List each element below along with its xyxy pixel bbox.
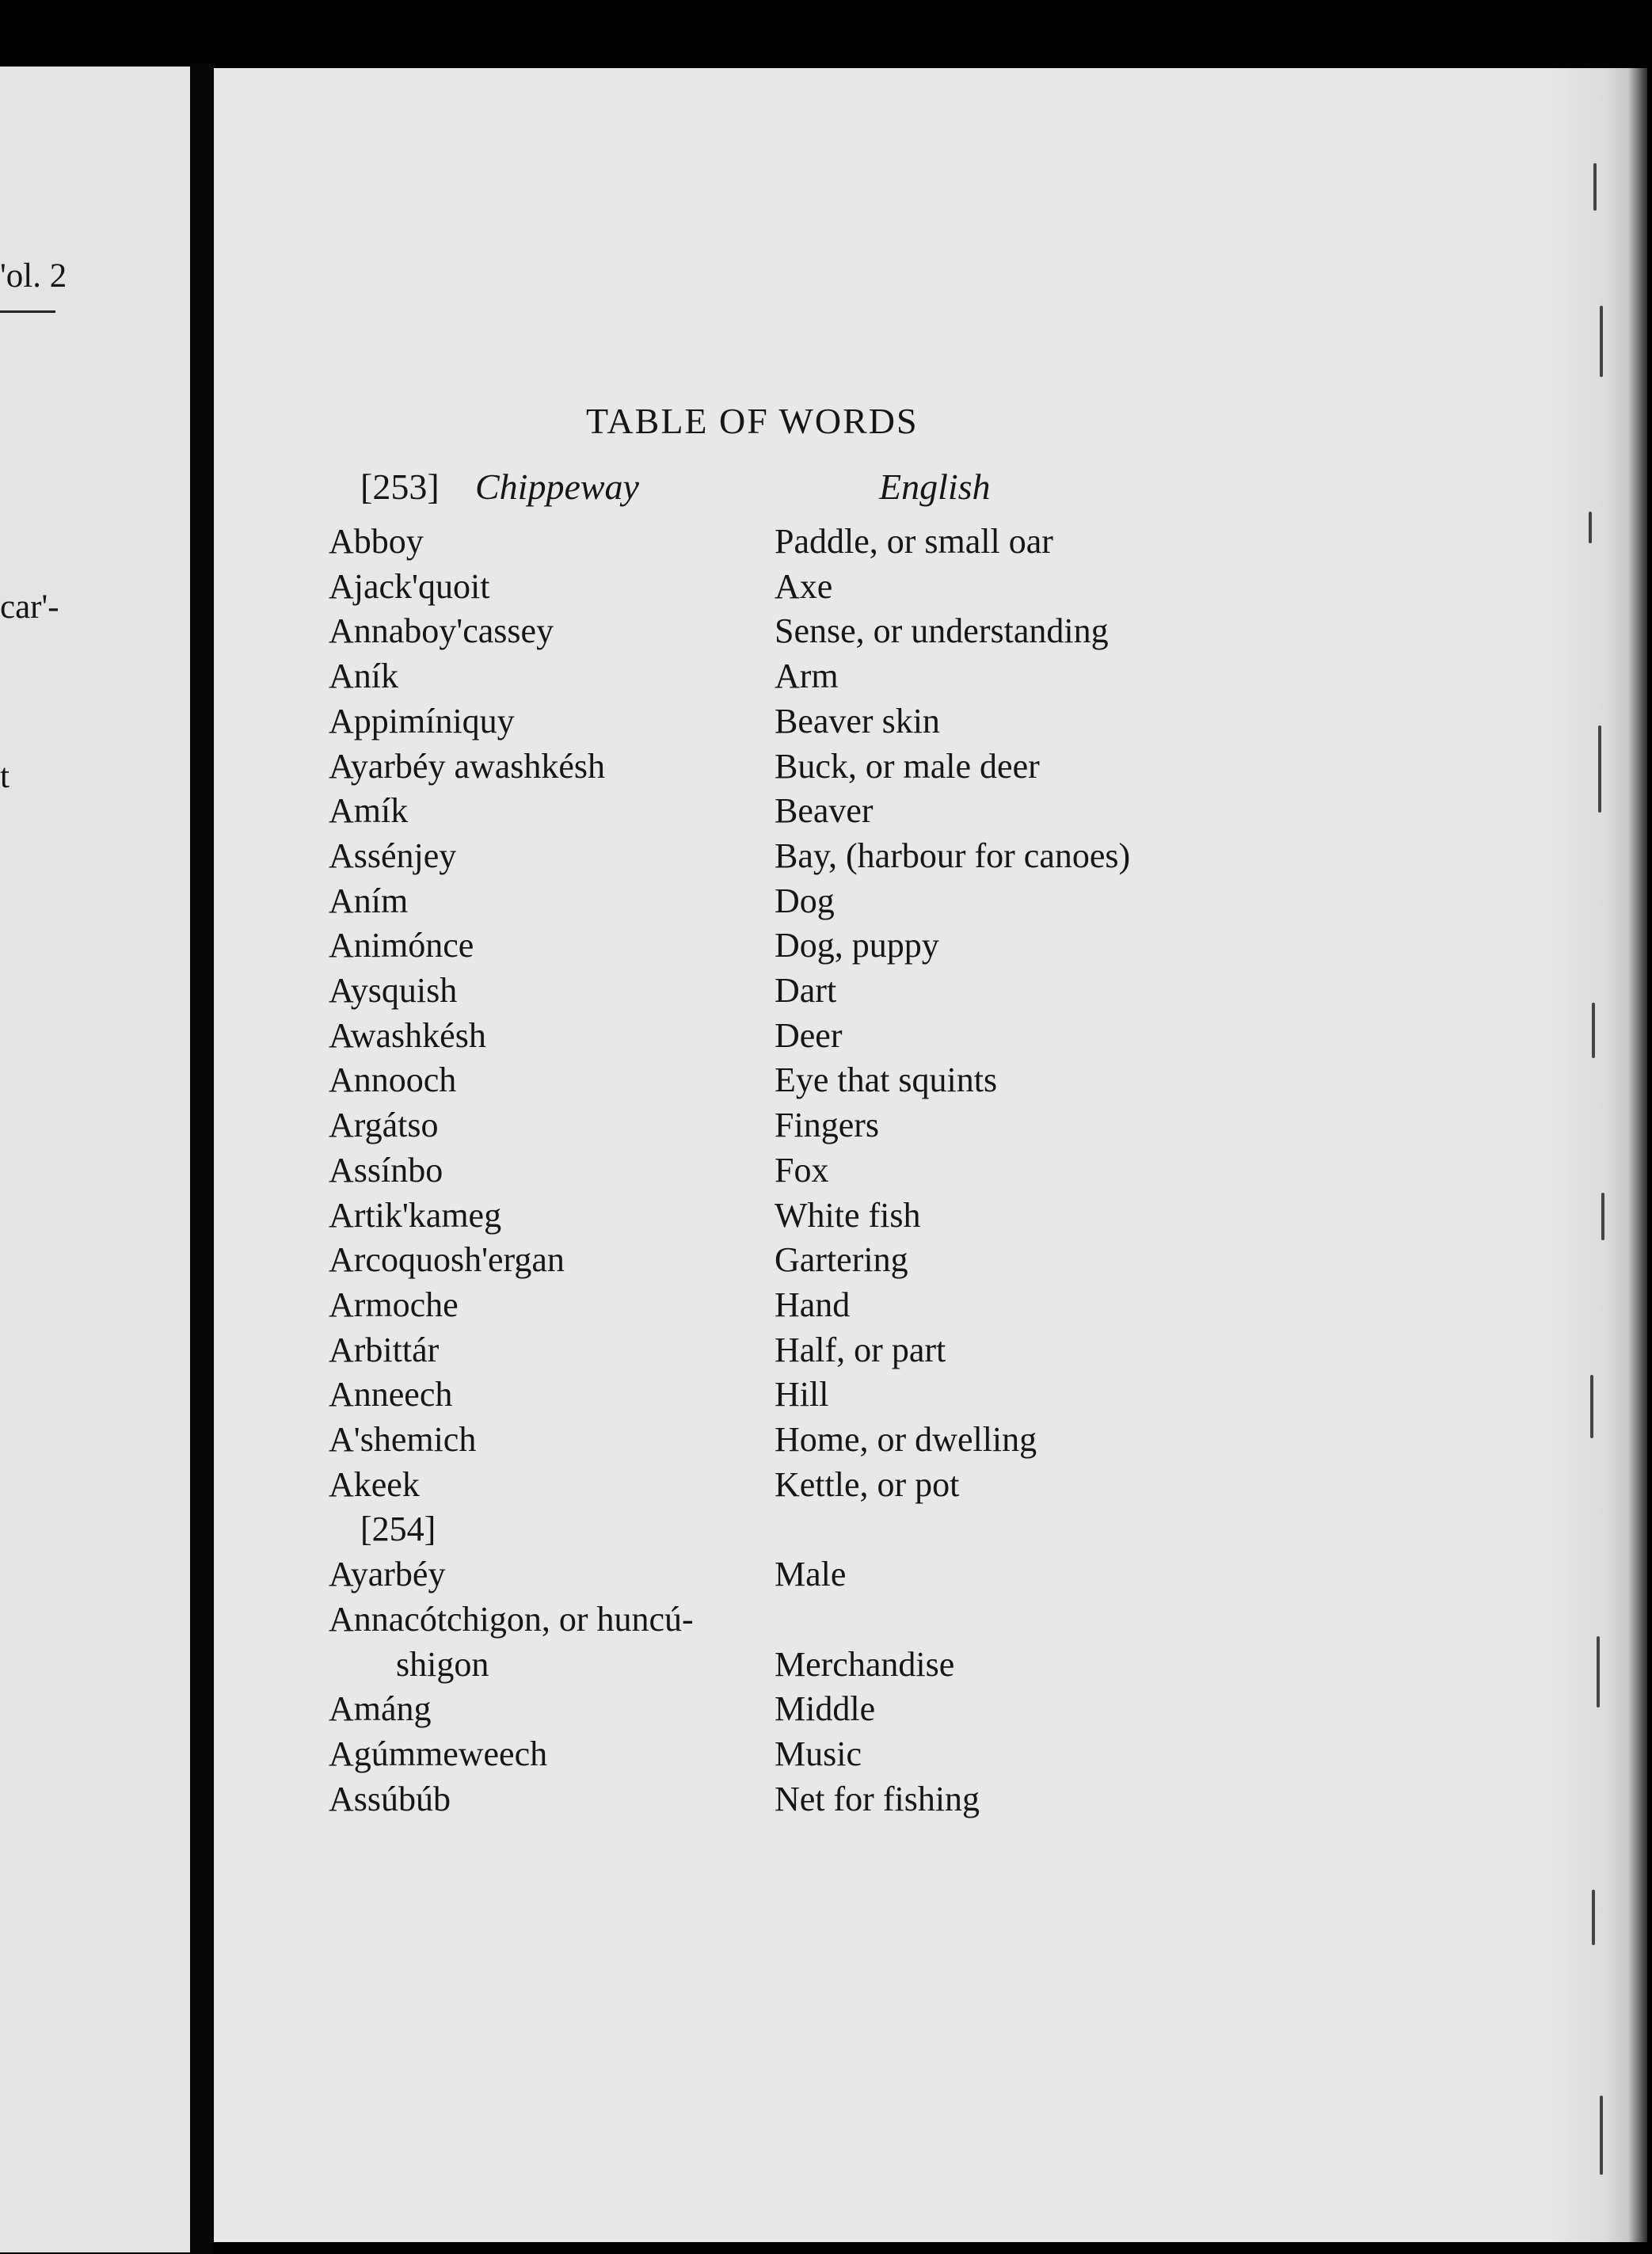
column-header-english bbox=[879, 466, 991, 508]
chippeway-word: Ayarbéy awashkésh bbox=[329, 747, 606, 786]
chippeway-word: shigon bbox=[396, 1645, 489, 1684]
chippeway-word: Ayarbéy bbox=[329, 1555, 446, 1593]
chippeway-word: Argátso bbox=[329, 1106, 439, 1144]
left-page-text-fragment: car'- bbox=[0, 588, 59, 626]
column-header-chippeway bbox=[475, 466, 639, 508]
english-translation: Eye that squints bbox=[775, 1060, 998, 1099]
chippeway-word: Anneech bbox=[329, 1375, 453, 1414]
english-translation: Beaver bbox=[775, 791, 874, 830]
chippeway-word: Arbittár bbox=[329, 1331, 440, 1369]
chippeway-word: Abboy bbox=[329, 522, 424, 561]
chippeway-word: Annacótchigon, or huncú- bbox=[329, 1600, 694, 1639]
chippeway-word: Ajack'quoit bbox=[329, 567, 490, 606]
english-translation: Fox bbox=[775, 1151, 829, 1190]
english-translation: Hand bbox=[775, 1285, 851, 1324]
english-translation: Arm bbox=[775, 657, 839, 695]
english-translation: Deer bbox=[775, 1016, 843, 1055]
english-translation: Dog bbox=[775, 881, 835, 920]
chippeway-header-text: Chippeway bbox=[475, 466, 639, 507]
english-translation: Hill bbox=[775, 1375, 829, 1414]
left-page-fragment bbox=[0, 67, 190, 2252]
english-translation: Middle bbox=[775, 1689, 876, 1728]
chippeway-word: Assénjey bbox=[329, 836, 457, 875]
english-translation: Sense, or understanding bbox=[775, 611, 1109, 650]
chippeway-word: Assúbúb bbox=[329, 1780, 451, 1818]
chippeway-word: Akeek bbox=[329, 1465, 420, 1504]
chippeway-word: Appimíniquy bbox=[329, 702, 515, 741]
page-marker: [253] bbox=[360, 466, 440, 507]
english-translation: Music bbox=[775, 1734, 862, 1773]
page-edge bbox=[1552, 68, 1647, 2242]
english-translation: Male bbox=[775, 1555, 847, 1593]
chippeway-word: Agúmmeweech bbox=[329, 1734, 548, 1773]
english-translation: Axe bbox=[775, 567, 833, 606]
english-translation: Fingers bbox=[775, 1106, 879, 1144]
english-translation: Half, or part bbox=[775, 1331, 946, 1369]
english-translation: Gartering bbox=[775, 1240, 908, 1279]
chippeway-word: Amáng bbox=[329, 1689, 432, 1728]
english-translation: Dart bbox=[775, 971, 837, 1010]
chippeway-word: A'shemich bbox=[329, 1420, 477, 1459]
english-translation: Merchandise bbox=[775, 1645, 955, 1684]
english-header-text: English bbox=[879, 466, 991, 507]
chippeway-word: Artik'kameg bbox=[329, 1196, 502, 1235]
english-translation: Paddle, or small oar bbox=[775, 522, 1053, 561]
page-title: TABLE OF WORDS bbox=[586, 401, 919, 441]
english-translation: Dog, puppy bbox=[775, 926, 939, 965]
english-translation: Beaver skin bbox=[775, 702, 940, 741]
english-translation: Net for fishing bbox=[775, 1780, 980, 1818]
chippeway-word: Annaboy'cassey bbox=[329, 611, 554, 650]
chippeway-word: Annooch bbox=[329, 1060, 457, 1099]
chippeway-word: Aním bbox=[329, 881, 409, 920]
english-translation: Home, or dwelling bbox=[775, 1420, 1037, 1459]
left-page-text-fragment: t bbox=[0, 758, 10, 795]
english-translation: Bay, (harbour for canoes) bbox=[775, 836, 1131, 875]
chippeway-word: Animónce bbox=[329, 926, 474, 965]
english-translation: Buck, or male deer bbox=[775, 747, 1040, 786]
chippeway-word: Assínbo bbox=[329, 1151, 443, 1190]
page-marker: [254] bbox=[360, 1510, 436, 1548]
left-page-rule bbox=[0, 310, 55, 313]
book-gutter bbox=[190, 63, 214, 2254]
chippeway-word: Armoche bbox=[329, 1285, 459, 1324]
chippeway-word: Awashkésh bbox=[329, 1016, 486, 1055]
english-translation: White fish bbox=[775, 1196, 921, 1235]
chippeway-word: Amík bbox=[329, 791, 409, 830]
left-page-volume-label: 'ol. 2 bbox=[0, 257, 67, 295]
chippeway-word: Aník bbox=[329, 657, 398, 695]
chippeway-word: Arcoquosh'ergan bbox=[329, 1240, 565, 1279]
chippeway-word: Aysquish bbox=[329, 971, 458, 1010]
english-translation: Kettle, or pot bbox=[775, 1465, 960, 1504]
